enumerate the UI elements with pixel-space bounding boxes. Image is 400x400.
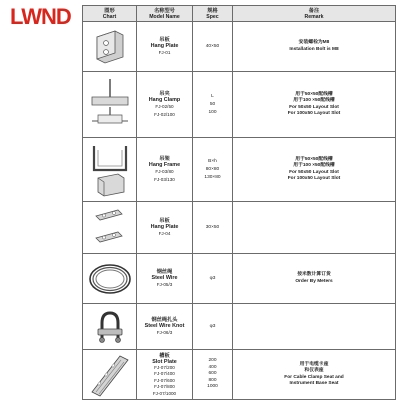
accessory-spec-table [82,5,396,400]
chart-cell [83,350,137,400]
spec-cell: B×h 80×80 130×80 [193,138,233,202]
chart-cell [83,22,137,72]
spec-cell: 200 400 600 800 1000 [193,350,233,400]
remark-cell: 用于电缆卡座 和仪表座 For Cable Clamp Seat and Instrument Base Seat [233,350,396,400]
svg-text:LWND: LWND [10,4,71,29]
steel-wire-coil-icon [87,260,133,298]
hang-frame-icon [88,142,132,198]
table-row [83,304,396,350]
chart-cell [83,254,137,304]
header-remark: 备注 Remark [233,6,396,22]
model-cell: 吊板 Hang Plate FJ-01 [137,22,193,72]
header-model: 名称型号 Model Name [137,6,193,22]
header-spec: 规格 Spec [193,6,233,22]
chart-cell [83,304,137,350]
spec-cell: 30×50 [193,202,233,254]
table-row [83,138,396,202]
remark-cell: 按米数计算订货 Order By Meters [233,254,396,304]
model-cell: 钢丝绳扎头 Steel Wire Knot FJ-06/3 [137,304,193,350]
remark-cell [233,202,396,254]
model-cell: 槽板 Slot Plate FJ-07/200 FJ-07/400 FJ-07/600 FJ-07/800 FJ-07/1000 [137,350,193,400]
header-chart: 图形 Chart [83,6,137,22]
steel-wire-knot-icon [92,309,128,345]
model-cell: 吊板 Hang Plate FJ-04 [137,202,193,254]
table-row [83,254,396,304]
hang-clamp-icon [88,77,132,133]
hang-plate-bracket-icon [91,27,129,67]
table-row [83,22,396,72]
remark-cell: 用于50×50配线槽 用于100 ×50配线槽 For 50x50 Layout Slot For 100x50 Layout Slot [233,138,396,202]
chart-cell [83,138,137,202]
spec-cell: 40×50 [193,22,233,72]
slot-plate-icon [88,352,132,398]
remark-cell: 安装螺栓为M8 Installation Bolt is M8 [233,22,396,72]
hang-plate-flat-icon [90,206,130,250]
table-header-row [83,6,396,22]
spec-cell: L 50 100 [193,72,233,138]
table-row [83,72,396,138]
model-cell: 吊夹 Hang Clamp FJ-02/50 FJ-02/100 [137,72,193,138]
spec-cell: φ3 [193,304,233,350]
remark-cell [233,304,396,350]
table-row [83,202,396,254]
lwnd-logo [8,2,78,30]
model-cell: 钢丝绳 Steel Wire FJ-05/3 [137,254,193,304]
table-row [83,350,396,400]
spec-cell: φ3 [193,254,233,304]
remark-cell: 用于50×50配线槽 用于100 ×50配线槽 For 50x50 Layout Slot For 100x50 Layout Slot [233,72,396,138]
chart-cell [83,72,137,138]
model-cell: 吊架 Hang Frame FJ-03/80 FJ-03/130 [137,138,193,202]
chart-cell [83,202,137,254]
